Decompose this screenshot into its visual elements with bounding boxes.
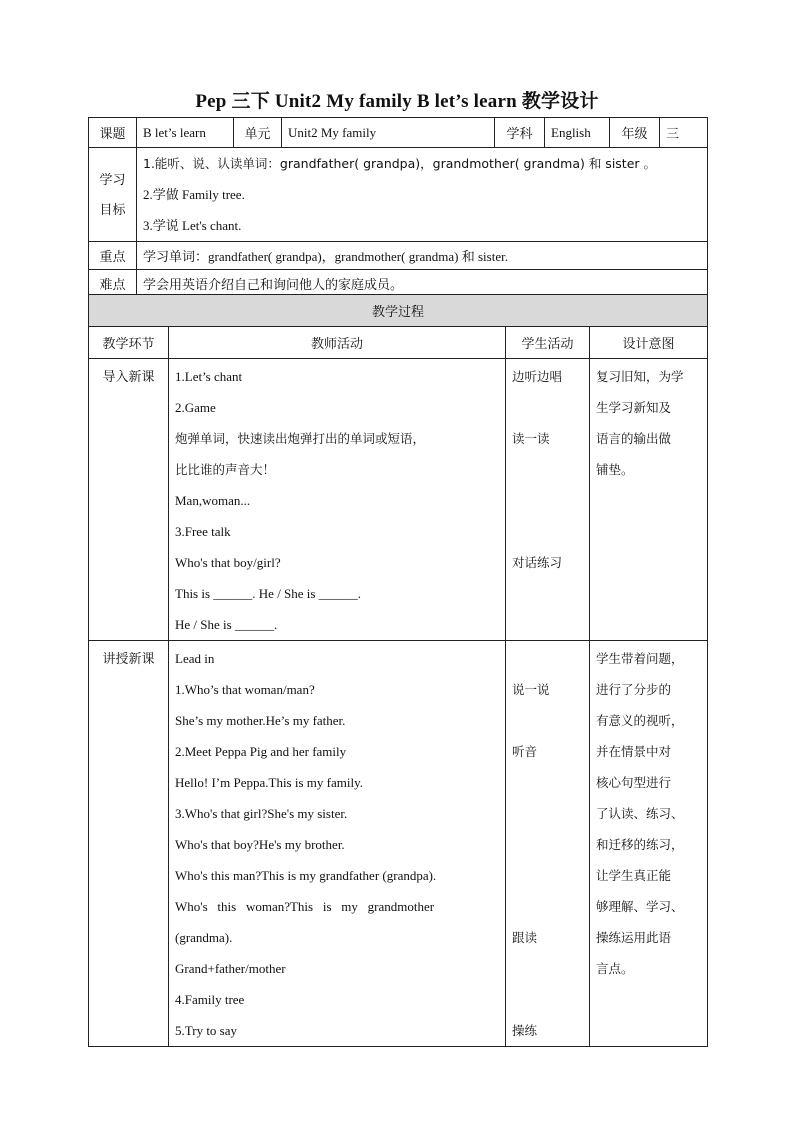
teacher-line: 比比谁的声音大！ (175, 462, 276, 477)
teacher-line: 1.Let’s chant (175, 369, 243, 384)
key-points-label: 重点 (89, 242, 137, 270)
section-intro-teacher (169, 359, 506, 641)
teacher-line: Hello! I’m Peppa.This is my family. (175, 775, 363, 790)
stage-label: 讲授新课 (102, 651, 155, 666)
section-new-lesson-student (506, 641, 590, 1047)
info-table (88, 117, 708, 297)
teacher-line: (grandma). (175, 930, 233, 945)
section-new-lesson-row (89, 641, 708, 1047)
objective-item: 1.能听、说、认读单词：grandfather( grandpa)，grandmother( grandma) 和 sister 。 (143, 156, 657, 171)
student-line: 说一说 (512, 682, 550, 697)
teacher-line: Who's that boy?He's my brother. (175, 837, 345, 852)
teacher-line: Who's that boy/girl? (175, 555, 281, 570)
grade-value: 三 (660, 118, 708, 148)
objectives-label-line2: 目标 (99, 201, 126, 217)
column-stage: 教学环节 (89, 327, 169, 359)
difficulties-label: 难点 (89, 270, 137, 297)
student-line: 跟读 (512, 930, 538, 945)
intent-line: 让学生真正能 (596, 868, 672, 883)
objectives-content (137, 148, 708, 242)
section-new-lesson-stage (89, 641, 169, 1047)
intent-line: 铺垫。 (596, 462, 634, 477)
student-line (512, 984, 583, 1015)
objectives-label-line1: 学习 (99, 171, 126, 187)
document-title: Pep 三下 Unit2 My family B let’s learn 教学设计 (195, 91, 599, 112)
teacher-line: He / She is ______. (175, 617, 278, 632)
student-line (512, 454, 583, 485)
grade-label: 年级 (610, 118, 660, 148)
process-table (88, 294, 708, 1047)
intent-line: 有意义的视听， (596, 713, 684, 728)
student-line: 操练 (512, 1023, 538, 1038)
unit-label: 单元 (234, 118, 282, 148)
topic-label: 课题 (89, 118, 137, 148)
topic-value: B let’s learn (137, 118, 234, 148)
teacher-line: Grand+father/mother (175, 961, 286, 976)
student-line: 听音 (512, 744, 538, 759)
intent-line: 操练运用此语 (596, 930, 672, 945)
unit-value: Unit2 My family (282, 118, 495, 148)
intent-line: 了认读、练习、 (596, 806, 684, 821)
teacher-line: 4.Family tree (175, 992, 245, 1007)
objective-item: 3.学说 Let's chant. (143, 218, 242, 233)
teacher-line: Who's this man?This is my grandfather (grandpa). (175, 868, 437, 883)
teacher-line: 炮弹单词，快速读出炮弹打出的单词或短语， (175, 431, 426, 446)
student-line: 边听边唱 (512, 369, 563, 384)
objectives-label (89, 148, 137, 242)
section-new-lesson-intent (590, 641, 708, 1047)
student-line (512, 829, 583, 860)
student-line (512, 860, 583, 891)
teacher-line: 2.Meet Peppa Pig and her family (175, 744, 347, 759)
teacher-line: Man,woman... (175, 493, 251, 508)
intent-line: 学生带着问题， (596, 651, 684, 666)
section-new-lesson-teacher (169, 641, 506, 1047)
student-line (512, 485, 583, 516)
teacher-line: 2.Game (175, 400, 216, 415)
key-points-value: 学习单词：grandfather( grandpa)，grandmother( grandma) 和 sister. (137, 242, 708, 270)
student-line: 对话练习 (512, 555, 563, 570)
student-line (512, 767, 583, 798)
teacher-line: 1.Who’s that woman/man? (175, 682, 315, 697)
student-line (512, 705, 583, 736)
subject-value: English (545, 118, 610, 148)
intent-line: 生学习新知及 (596, 400, 672, 415)
objective-item: 2.学做 Family tree. (143, 187, 245, 202)
teacher-line: Lead in (175, 651, 215, 666)
subject-label: 学科 (495, 118, 545, 148)
intent-line: 言点。 (596, 961, 634, 976)
intent-line: 够理解、学习、 (596, 899, 684, 914)
teacher-line: 5.Try to say (175, 1023, 238, 1038)
column-student: 学生活动 (506, 327, 590, 359)
student-line (512, 953, 583, 984)
teacher-line: Who's this woman?This is my grandmother (175, 899, 435, 914)
student-line (512, 516, 583, 547)
intent-line: 进行了分步的 (596, 682, 672, 697)
section-intro-student (506, 359, 590, 641)
section-intro-intent (590, 359, 708, 641)
section-intro-stage (89, 359, 169, 641)
teacher-line: This is ______. He / She is ______. (175, 586, 361, 601)
process-header: 教学过程 (89, 295, 708, 327)
teacher-line: 3.Free talk (175, 524, 231, 539)
section-intro-row (89, 359, 708, 641)
student-line: 读一读 (512, 431, 550, 446)
teacher-line: She’s my mother.He’s my father. (175, 713, 346, 728)
student-line (512, 643, 583, 674)
student-line (512, 392, 583, 423)
intent-line: 并在情景中对 (596, 744, 672, 759)
intent-line: 核心句型进行 (596, 775, 672, 790)
column-teacher: 教师活动 (169, 327, 506, 359)
teacher-line: 3.Who's that girl?She's my sister. (175, 806, 348, 821)
student-line (512, 891, 583, 922)
stage-label: 导入新课 (102, 369, 155, 384)
intent-line: 和迁移的练习， (596, 837, 684, 852)
intent-line: 语言的输出做 (596, 431, 672, 446)
student-line (512, 798, 583, 829)
intent-line: 复习旧知，为学 (596, 369, 684, 384)
column-intent: 设计意图 (590, 327, 708, 359)
difficulties-value: 学会用英语介绍自己和询问他人的家庭成员。 (137, 270, 708, 297)
